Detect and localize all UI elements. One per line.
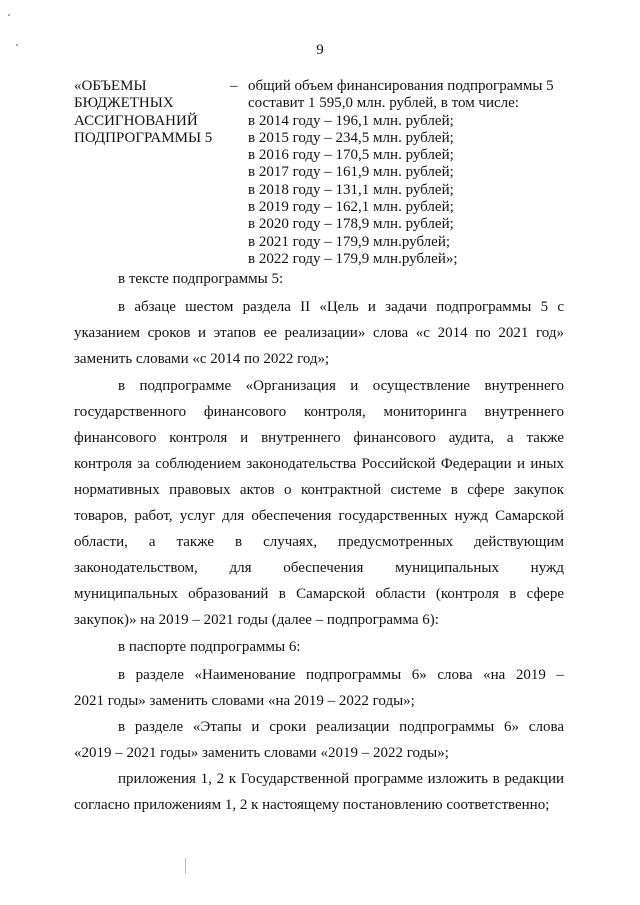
paragraph-line: государственного финансового контроля, мониторинга внутреннего bbox=[74, 404, 564, 420]
paragraph-name-section-amendment bbox=[74, 662, 564, 714]
paragraph-line: муниципальных образований в Самарской области (контроля в сфере bbox=[74, 586, 564, 602]
paragraph-line: согласно приложениям 1, 2 к настоящему постановлению соответственно; bbox=[74, 797, 550, 813]
budget-line: в 2014 году – 196,1 млн. рублей; bbox=[248, 112, 454, 129]
budget-lines bbox=[248, 78, 578, 268]
budget-dash: – bbox=[230, 78, 238, 94]
paragraph-line: законодательством, для обеспечения муниципальных нужд bbox=[74, 560, 564, 576]
budget-line: общий объем финансирования подпрограммы 5 bbox=[248, 78, 554, 94]
paragraph-line: области, а также в случаях, предусмотренных действующим bbox=[74, 534, 564, 550]
budget-label-line: БЮДЖЕТНЫХ bbox=[74, 95, 174, 112]
scan-speck bbox=[8, 14, 10, 16]
scan-speck bbox=[185, 858, 186, 874]
page-number: 9 bbox=[316, 42, 324, 58]
budget-line: составит 1 595,0 млн. рублей, в том числе: bbox=[248, 95, 519, 112]
paragraph-line: в разделе «Этапы и сроки реализации подпрограммы 6» слова bbox=[118, 719, 564, 735]
budget-line: в 2017 году – 161,9 млн. рублей; bbox=[248, 164, 454, 181]
budget-line: в 2022 году – 179,9 млн.рублей»; bbox=[248, 250, 458, 267]
paragraph-line: закупок)» на 2019 – 2021 годы (далее – подпрограмма 6): bbox=[74, 612, 439, 628]
paragraph-line: в тексте подпрограммы 5: bbox=[118, 271, 284, 287]
budget-line: в 2020 году – 178,9 млн. рублей; bbox=[248, 216, 454, 233]
budget-line: в 2019 году – 162,1 млн. рублей; bbox=[248, 199, 454, 216]
budget-line: в 2021 году – 179,9 млн.рублей; bbox=[248, 233, 451, 250]
paragraph-line: в разделе «Наименование подпрограммы 6» слова «на 2019 – bbox=[118, 667, 564, 683]
paragraph-section-ii-amendment bbox=[74, 294, 564, 372]
paragraph-line: в паспорте подпрограммы 6: bbox=[118, 639, 301, 655]
budget-line: в 2016 году – 170,5 млн. рублей; bbox=[248, 147, 454, 164]
paragraph-line: нормативных правовых актов о контрактной системе в сфере закупок bbox=[74, 482, 564, 498]
budget-line: в 2018 году – 131,1 млн. рублей; bbox=[248, 181, 454, 198]
budget-label-line: «ОБЪЕМЫ bbox=[74, 78, 147, 94]
paragraph-line: финансового контроля и внутреннего финансового аудита, а также bbox=[74, 430, 564, 446]
paragraph-text-of-subprogram-5 bbox=[74, 266, 564, 292]
budget-label bbox=[74, 78, 224, 147]
paragraph-line: «2019 – 2021 годы» заменить словами «2019 – 2022 годы»; bbox=[74, 745, 449, 761]
paragraph-line: контроля за соблюдением законодательства Российской Федерации и иных bbox=[74, 456, 564, 472]
paragraph-stages-section-amendment bbox=[74, 714, 564, 766]
paragraph-line: в абзаце шестом раздела II «Цель и задачи подпрограммы 5 с bbox=[118, 299, 564, 315]
budget-label-line: ПОДПРОГРАММЫ 5 bbox=[74, 129, 213, 146]
paragraph-line: товаров, работ, услуг для обеспечения государственных нужд Самарской bbox=[74, 508, 564, 524]
budget-line: в 2015 году – 234,5 млн. рублей; bbox=[248, 129, 454, 146]
budget-label-line: АССИГНОВАНИЙ bbox=[74, 112, 198, 129]
paragraph-line: указанием сроков и этапов ее реализации» слова «с 2014 по 2021 год» bbox=[74, 325, 564, 341]
paragraph-subprogram-6-title bbox=[74, 373, 564, 633]
paragraph-line: заменить словами «с 2014 по 2022 год»; bbox=[74, 351, 330, 367]
paragraph-line: в подпрограмме «Организация и осуществление внутреннего bbox=[118, 378, 564, 394]
paragraph-line: приложения 1, 2 к Государственной программе изложить в редакции bbox=[118, 771, 564, 787]
paragraph-appendices bbox=[74, 766, 564, 818]
paragraph-passport-subprogram-6 bbox=[74, 634, 564, 660]
paragraph-line: 2021 годы» заменить словами «на 2019 – 2022 годы»; bbox=[74, 693, 415, 709]
